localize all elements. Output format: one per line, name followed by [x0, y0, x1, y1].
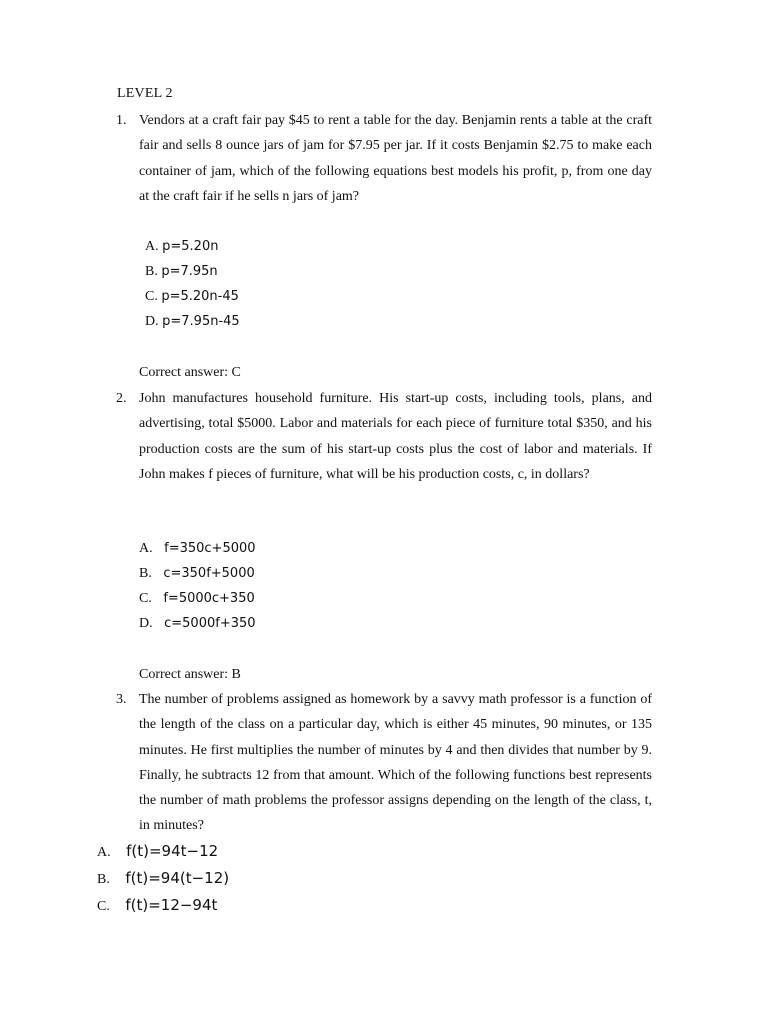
option-expression: f=350c+5000 — [164, 541, 256, 556]
option-expression: f(t)=12−94t — [125, 896, 218, 914]
question-3-text: The number of problems assigned as homework by a savvy math professor is a function of the length of the class on a particular day, which is either 45 minutes, 90 minutes, or 135 minutes. He first multiplies the number of minutes by 4 and then divides that number by 9. Finally, he subtracts 12 from that amount. Which of the following functions best represents the number of math problems the professor assigns depending on the length of the class, t, in minutes? — [139, 692, 652, 834]
q1-option-b — [145, 264, 218, 280]
option-label: B. — [97, 872, 110, 887]
q2-option-b — [139, 566, 255, 582]
q2-option-c — [139, 591, 255, 607]
q3-option-a — [97, 842, 218, 861]
option-expression: f(t)=94(t−12) — [125, 869, 230, 887]
q2-option-d — [139, 616, 256, 632]
option-expression: p=5.20n-45 — [161, 289, 239, 304]
option-expression: f=5000c+350 — [163, 591, 255, 606]
option-expression: p=5.20n — [162, 239, 219, 254]
question-1-text: Vendors at a craft fair pay $45 to rent a table for the day. Benjamin rents a table at the craft fair and sells 8 ounce jars of jam for $7.95 per jar. If it costs Benjamin $2.75 to make each container of jam, which of the following equations best models his profit, p, from one day at the craft fair if he sells n jars of jam? — [139, 113, 652, 204]
q2-option-a — [139, 541, 256, 557]
q1-correct-answer: Correct answer: C — [139, 365, 241, 380]
q1-option-c — [145, 289, 239, 305]
option-expression: p=7.95n-45 — [162, 314, 240, 329]
option-expression: c=5000f+350 — [164, 616, 256, 631]
q2-correct-answer: Correct answer: B — [139, 667, 241, 682]
option-label: C. — [139, 591, 152, 606]
q3-option-c — [97, 896, 217, 915]
option-label: C. — [97, 899, 110, 914]
option-expression: c=350f+5000 — [163, 566, 255, 581]
option-label: B. — [139, 566, 152, 581]
option-label: A. — [145, 239, 159, 254]
q1-option-d — [145, 314, 240, 330]
option-expression: p=7.95n — [161, 264, 218, 279]
option-label: B. — [145, 264, 158, 279]
question-1-number: 1. — [116, 113, 127, 128]
option-expression: f(t)=94t−12 — [126, 842, 219, 860]
option-label: D. — [139, 616, 153, 631]
q3-option-b — [97, 869, 229, 888]
question-2-text: John manufactures household furniture. His start-up costs, including tools, plans, and advertising, total $5000. Labor and materials for each piece of furniture total $350, and his production costs are the sum of his start-up costs plus the cost of labor and materials. If John makes f pieces of furniture, what will be his production costs, c, in dollars? — [139, 391, 652, 482]
question-3-number: 3. — [116, 692, 127, 707]
option-label: C. — [145, 289, 158, 304]
option-label: A. — [97, 845, 111, 860]
level-heading: LEVEL 2 — [117, 86, 173, 101]
q1-option-a — [145, 239, 218, 255]
question-2-number: 2. — [116, 391, 127, 406]
option-label: A. — [139, 541, 153, 556]
option-label: D. — [145, 314, 159, 329]
